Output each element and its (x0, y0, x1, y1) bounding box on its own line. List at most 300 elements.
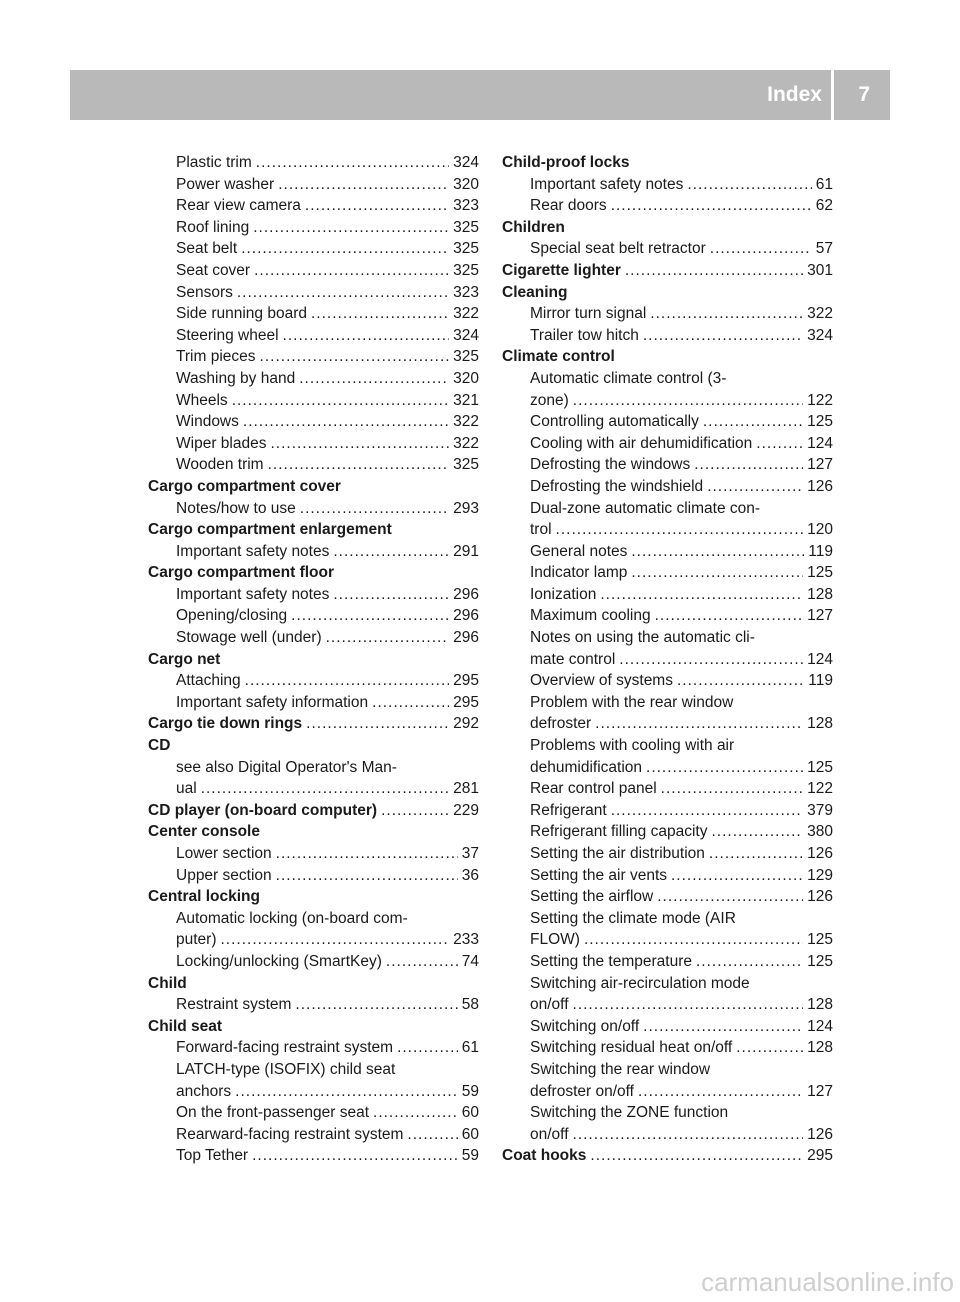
entry-label: ual (176, 780, 197, 798)
index-entry (148, 390, 479, 412)
index-entry (148, 433, 479, 455)
page-reference[interactable]: 281 (453, 780, 479, 798)
page-reference[interactable]: 324 (453, 154, 479, 171)
page-reference[interactable]: 60 (461, 1104, 479, 1122)
page-number: 7 (858, 83, 870, 106)
entry-label: Trailer tow hitch (530, 326, 639, 344)
index-entry (502, 390, 833, 412)
leader-dots (221, 929, 450, 951)
leader-dots (611, 800, 803, 822)
entry-label: Automatic climate control (3- (530, 369, 727, 387)
entry-label: Cigarette lighter (502, 261, 621, 279)
entry-label: Attaching (176, 672, 241, 690)
index-entry (148, 498, 479, 520)
page-reference[interactable]: 292 (453, 715, 479, 733)
entry-label: Controlling automatically (530, 413, 699, 431)
index-entry (502, 519, 833, 541)
index-entry (502, 735, 833, 757)
entry-label: Maximum cooling (530, 607, 651, 625)
entry-label: see also Digital Operator's Man- (176, 758, 397, 776)
index-entry (502, 1124, 833, 1146)
leader-dots (694, 454, 803, 476)
page-reference[interactable]: 122 (807, 780, 833, 798)
index-entry (148, 951, 479, 973)
entry-label: Seat cover (176, 261, 251, 279)
index-entry (502, 994, 833, 1016)
entry-label: Cargo net (148, 650, 221, 668)
entry-label: Plastic trim (176, 154, 252, 171)
index-heading (502, 346, 833, 368)
index-entry (502, 238, 833, 260)
leader-dots (573, 1124, 804, 1146)
index-heading (148, 886, 479, 908)
header-bar (70, 70, 890, 120)
page-reference[interactable]: 61 (461, 1039, 479, 1057)
page-reference[interactable]: 325 (453, 261, 479, 279)
entry-label: CD player (on-board computer) (148, 801, 378, 819)
leader-dots (283, 325, 450, 347)
page-reference[interactable]: 296 (453, 585, 479, 603)
leader-dots (600, 584, 803, 606)
index-entry (148, 1037, 479, 1059)
leader-dots (657, 886, 803, 908)
entry-label: Rear doors (530, 197, 607, 215)
page-reference[interactable]: 323 (453, 197, 479, 215)
leader-dots (268, 454, 450, 476)
leader-dots (709, 843, 803, 865)
page-reference[interactable]: 296 (453, 629, 479, 647)
leader-dots (333, 541, 449, 563)
page-reference[interactable]: 293 (453, 499, 479, 517)
leader-dots (253, 217, 449, 239)
index-entry (148, 1102, 479, 1124)
entry-label: trol (530, 521, 552, 539)
index-heading (148, 973, 479, 995)
page-reference[interactable]: 128 (807, 585, 833, 603)
page-reference[interactable]: 323 (453, 283, 479, 301)
page-reference[interactable]: 60 (461, 1125, 479, 1143)
leader-dots (373, 1102, 458, 1124)
leader-dots (295, 994, 457, 1016)
page-reference[interactable]: 125 (807, 758, 833, 776)
leader-dots (256, 152, 449, 174)
entry-label: Wooden trim (176, 456, 264, 474)
leader-dots (252, 1145, 458, 1167)
entry-label: Overview of systems (530, 672, 673, 690)
page-reference[interactable]: 128 (807, 996, 833, 1014)
leader-dots (631, 562, 803, 584)
entry-label: Switching on/off (530, 1017, 640, 1035)
page-reference[interactable]: 295 (453, 672, 479, 690)
leader-dots (661, 778, 803, 800)
index-entry (148, 411, 479, 433)
page-reference[interactable]: 59 (461, 1147, 479, 1165)
index-heading (148, 649, 479, 671)
entry-label: Wheels (176, 391, 228, 409)
index-entry (148, 929, 479, 951)
index-entry (502, 865, 833, 887)
entry-label: Top Tether (176, 1147, 249, 1165)
leader-dots (243, 411, 449, 433)
index-entry (502, 411, 833, 433)
page-reference[interactable]: 37 (461, 845, 479, 862)
entry-label: dehumidification (530, 758, 643, 776)
entry-label: Important safety notes (176, 542, 330, 560)
entry-label: mate control (530, 650, 616, 668)
index-entry (148, 454, 479, 476)
index-entry (148, 282, 479, 304)
page-reference[interactable]: 126 (807, 477, 833, 495)
leader-dots (254, 260, 449, 282)
page-reference[interactable]: 324 (453, 326, 479, 344)
page-reference[interactable]: 128 (807, 1039, 833, 1057)
leader-dots (397, 1037, 458, 1059)
leader-dots (584, 929, 803, 951)
entry-label: Upper section (176, 866, 272, 884)
leader-dots (556, 519, 804, 541)
entry-label: Forward-facing restraint system (176, 1039, 394, 1057)
index-entry (502, 433, 833, 455)
page-reference[interactable]: 322 (453, 413, 479, 431)
page-reference[interactable]: 61 (815, 175, 833, 193)
leader-dots (270, 433, 449, 455)
leader-dots (276, 865, 458, 887)
index-entry (148, 346, 479, 368)
index-entry (502, 1016, 833, 1038)
leader-dots (573, 994, 804, 1016)
page-reference[interactable]: 320 (453, 369, 479, 387)
page-reference[interactable]: 322 (807, 305, 833, 323)
entry-label: Important safety notes (176, 585, 330, 603)
index-heading (148, 735, 479, 757)
page-reference[interactable]: 229 (453, 801, 479, 819)
index-entry (502, 713, 833, 735)
index-entry (148, 217, 479, 239)
index-entry (502, 541, 833, 563)
index-entry (148, 1124, 479, 1146)
entry-label: Refrigerant filling capacity (530, 823, 708, 841)
entry-label: puter) (176, 931, 217, 949)
leader-dots (372, 692, 449, 714)
index-entry (502, 670, 833, 692)
leader-dots (590, 1145, 803, 1167)
page-reference[interactable]: 233 (453, 931, 479, 949)
index-entry (502, 886, 833, 908)
entry-label: Special seat belt retractor (530, 240, 706, 258)
entry-label: on/off (530, 996, 569, 1014)
index-entry (502, 1102, 833, 1124)
entry-label: Setting the climate mode (AIR (530, 909, 736, 927)
entry-label: Cargo tie down rings (148, 715, 303, 733)
index-heading (148, 519, 479, 541)
entry-label: Roof lining (176, 218, 250, 236)
leader-dots (643, 1016, 803, 1038)
entry-label: on/off (530, 1125, 569, 1143)
page-reference[interactable]: 125 (807, 931, 833, 949)
page-reference[interactable]: 59 (461, 1082, 479, 1100)
entry-label: Rear control panel (530, 780, 657, 798)
page-reference[interactable]: 301 (807, 261, 833, 279)
index-heading (148, 800, 479, 822)
entry-label: Important safety information (176, 693, 369, 711)
page-reference[interactable]: 324 (807, 326, 833, 344)
index-entry (502, 800, 833, 822)
entry-label: Setting the temperature (530, 952, 692, 970)
page-reference[interactable]: 119 (808, 542, 833, 560)
leader-dots (671, 865, 803, 887)
page-reference[interactable]: 325 (453, 348, 479, 366)
page-reference[interactable]: 325 (453, 240, 479, 258)
entry-label: Windows (176, 413, 239, 431)
leader-dots (237, 282, 449, 304)
index-entry (148, 541, 479, 563)
entry-label: Setting the air distribution (530, 845, 705, 862)
leader-dots (276, 843, 458, 865)
entry-label: Cargo compartment floor (148, 564, 335, 582)
entry-label: Rear view camera (176, 197, 301, 215)
leader-dots (306, 713, 449, 735)
index-entry (148, 605, 479, 627)
page-reference[interactable]: 124 (807, 434, 833, 452)
leader-dots (687, 174, 811, 196)
page-reference[interactable]: 74 (461, 952, 479, 970)
leader-dots (291, 605, 449, 627)
leader-dots (638, 1081, 803, 1103)
section-title: Index (767, 83, 822, 106)
index-entry (148, 1145, 479, 1167)
page-reference[interactable]: 380 (807, 823, 833, 841)
entry-label: Important safety notes (530, 175, 684, 193)
leader-dots (201, 778, 449, 800)
entry-label: zone) (530, 391, 569, 409)
entry-label: Power washer (176, 175, 275, 193)
leader-dots (407, 1124, 457, 1146)
page-reference[interactable]: 322 (453, 434, 479, 452)
index-entry (148, 627, 479, 649)
entry-label: Cooling with air dehumidification (530, 434, 753, 452)
leader-dots (573, 390, 803, 412)
leader-dots (756, 433, 803, 455)
index-heading (148, 713, 479, 735)
entry-label: Switching the rear window (530, 1060, 711, 1078)
entry-label: General notes (530, 542, 628, 560)
entry-label: Dual-zone automatic climate con- (530, 499, 761, 517)
index-entry (148, 325, 479, 347)
index-entry (148, 843, 479, 865)
entry-label: Coat hooks (502, 1147, 587, 1165)
index-entry (502, 562, 833, 584)
index-entry (502, 476, 833, 498)
leader-dots (736, 1037, 803, 1059)
entry-label: Defrosting the windows (530, 456, 691, 474)
entry-label: Stowage well (under) (176, 629, 322, 647)
leader-dots (696, 951, 803, 973)
entry-label: On the front-passenger seat (176, 1104, 370, 1122)
index-entry (148, 692, 479, 714)
index-column-left (148, 152, 479, 1167)
index-entry (502, 1081, 833, 1103)
entry-label: Problem with the rear window (530, 693, 734, 711)
index-entry (148, 238, 479, 260)
index-entry (148, 757, 479, 779)
entry-label: anchors (176, 1082, 232, 1100)
leader-dots (245, 670, 449, 692)
leader-dots (710, 238, 812, 260)
leader-dots (386, 951, 458, 973)
page-reference[interactable]: 127 (807, 1082, 833, 1100)
entry-label: Children (502, 218, 565, 236)
page-reference[interactable]: 120 (807, 521, 833, 539)
page-reference[interactable]: 322 (453, 305, 479, 323)
index-entry (502, 325, 833, 347)
page-reference[interactable]: 124 (807, 1017, 833, 1035)
page-reference[interactable]: 36 (461, 866, 479, 884)
entry-label: Child-proof locks (502, 154, 630, 171)
page-reference[interactable]: 126 (807, 1125, 833, 1143)
entry-label: CD (148, 737, 171, 755)
page-reference[interactable]: 127 (807, 456, 833, 474)
index-entry (148, 368, 479, 390)
entry-label: Washing by hand (176, 369, 296, 387)
page-reference[interactable]: 320 (453, 175, 479, 193)
entry-label: Child seat (148, 1017, 223, 1035)
leader-dots (299, 368, 449, 390)
leader-dots (300, 498, 449, 520)
index-entry (148, 260, 479, 282)
entry-label: Central locking (148, 888, 260, 906)
index-entry (148, 670, 479, 692)
leader-dots (711, 821, 803, 843)
page-reference[interactable]: 291 (453, 542, 479, 560)
index-heading (502, 1145, 833, 1167)
entry-label: Indicator lamp (530, 564, 628, 582)
entry-label: Switching the ZONE function (530, 1104, 729, 1122)
entry-label: Ionization (530, 585, 597, 603)
leader-dots (333, 584, 449, 606)
page-reference[interactable]: 127 (807, 607, 833, 625)
entry-label: Setting the air vents (530, 866, 667, 884)
page-reference[interactable]: 325 (453, 218, 479, 236)
page-reference[interactable]: 62 (815, 197, 833, 215)
index-entry (502, 627, 833, 649)
entry-label: Switching air-recirculation mode (530, 974, 750, 992)
index-entry (148, 1059, 479, 1081)
entry-label: Trim pieces (176, 348, 256, 366)
index-entry (502, 195, 833, 217)
leader-dots (650, 303, 803, 325)
index-entry (148, 1081, 479, 1103)
index-heading (148, 1016, 479, 1038)
leader-dots (305, 195, 449, 217)
entry-label: Opening/closing (176, 607, 288, 625)
leader-dots (232, 390, 449, 412)
page-reference[interactable]: 122 (807, 391, 833, 409)
index-entry (148, 174, 479, 196)
leader-dots (619, 649, 803, 671)
page-reference[interactable]: 321 (453, 391, 479, 409)
entry-label: Restraint system (176, 996, 292, 1014)
leader-dots (241, 238, 449, 260)
leader-dots (326, 627, 450, 649)
index-entry (502, 1059, 833, 1081)
index-entry (502, 368, 833, 390)
header-divider (831, 70, 834, 120)
page-reference[interactable]: 325 (453, 456, 479, 474)
index-heading (148, 562, 479, 584)
page-reference[interactable]: 124 (807, 650, 833, 668)
entry-label: Notes on using the automatic cli- (530, 629, 755, 647)
page-reference[interactable]: 125 (807, 952, 833, 970)
entry-label: Side running board (176, 305, 307, 323)
index-entry (502, 843, 833, 865)
index-entry (148, 152, 479, 174)
page-reference[interactable]: 125 (807, 564, 833, 582)
entry-label: Mirror turn signal (530, 305, 647, 323)
leader-dots (278, 174, 449, 196)
entry-label: Sensors (176, 283, 233, 301)
leader-dots (260, 346, 450, 368)
entry-label: Refrigerant (530, 801, 607, 819)
entry-label: Cleaning (502, 283, 568, 301)
watermark: carmanualsonline.info (701, 1267, 954, 1297)
index-entry (148, 865, 479, 887)
index-entry (502, 454, 833, 476)
leader-dots (707, 476, 803, 498)
page-reference[interactable]: 57 (815, 240, 833, 258)
page-reference[interactable]: 126 (807, 888, 833, 906)
index-entry (148, 303, 479, 325)
index-heading (502, 217, 833, 239)
leader-dots (381, 800, 449, 822)
leader-dots (311, 303, 449, 325)
entry-label: Steering wheel (176, 326, 279, 344)
page-reference[interactable]: 128 (807, 715, 833, 733)
index-entry (502, 584, 833, 606)
leader-dots (646, 757, 803, 779)
entry-label: Child (148, 974, 187, 992)
entry-label: Notes/how to use (176, 499, 296, 517)
entry-label: Cargo compartment cover (148, 477, 341, 495)
leader-dots (235, 1081, 458, 1103)
entry-label: Defrosting the windshield (530, 477, 704, 495)
entry-label: Cargo compartment enlargement (148, 521, 392, 539)
entry-label: Climate control (502, 348, 615, 366)
index-heading (502, 260, 833, 282)
page-reference[interactable]: 379 (807, 801, 833, 819)
index-heading (502, 282, 833, 304)
entry-label: Switching residual heat on/off (530, 1039, 733, 1057)
leader-dots (611, 195, 812, 217)
page-reference[interactable]: 296 (453, 607, 479, 625)
page-reference[interactable]: 58 (461, 996, 479, 1014)
index-entry (502, 605, 833, 627)
index-heading (502, 152, 833, 174)
index-column-right (502, 152, 833, 1167)
page-reference[interactable]: 295 (453, 693, 479, 711)
page-reference[interactable]: 125 (807, 413, 833, 431)
index-entry (148, 584, 479, 606)
entry-label: defroster (530, 715, 592, 733)
page-reference[interactable]: 295 (807, 1147, 833, 1165)
page-reference[interactable]: 126 (807, 845, 833, 862)
page-reference[interactable]: 129 (807, 866, 833, 884)
entry-label: defroster on/off (530, 1082, 634, 1100)
index-entry (502, 821, 833, 843)
page-reference[interactable]: 119 (808, 672, 833, 690)
index-entry (502, 498, 833, 520)
entry-label: LATCH-type (ISOFIX) child seat (176, 1060, 396, 1078)
entry-label: Lower section (176, 845, 272, 862)
